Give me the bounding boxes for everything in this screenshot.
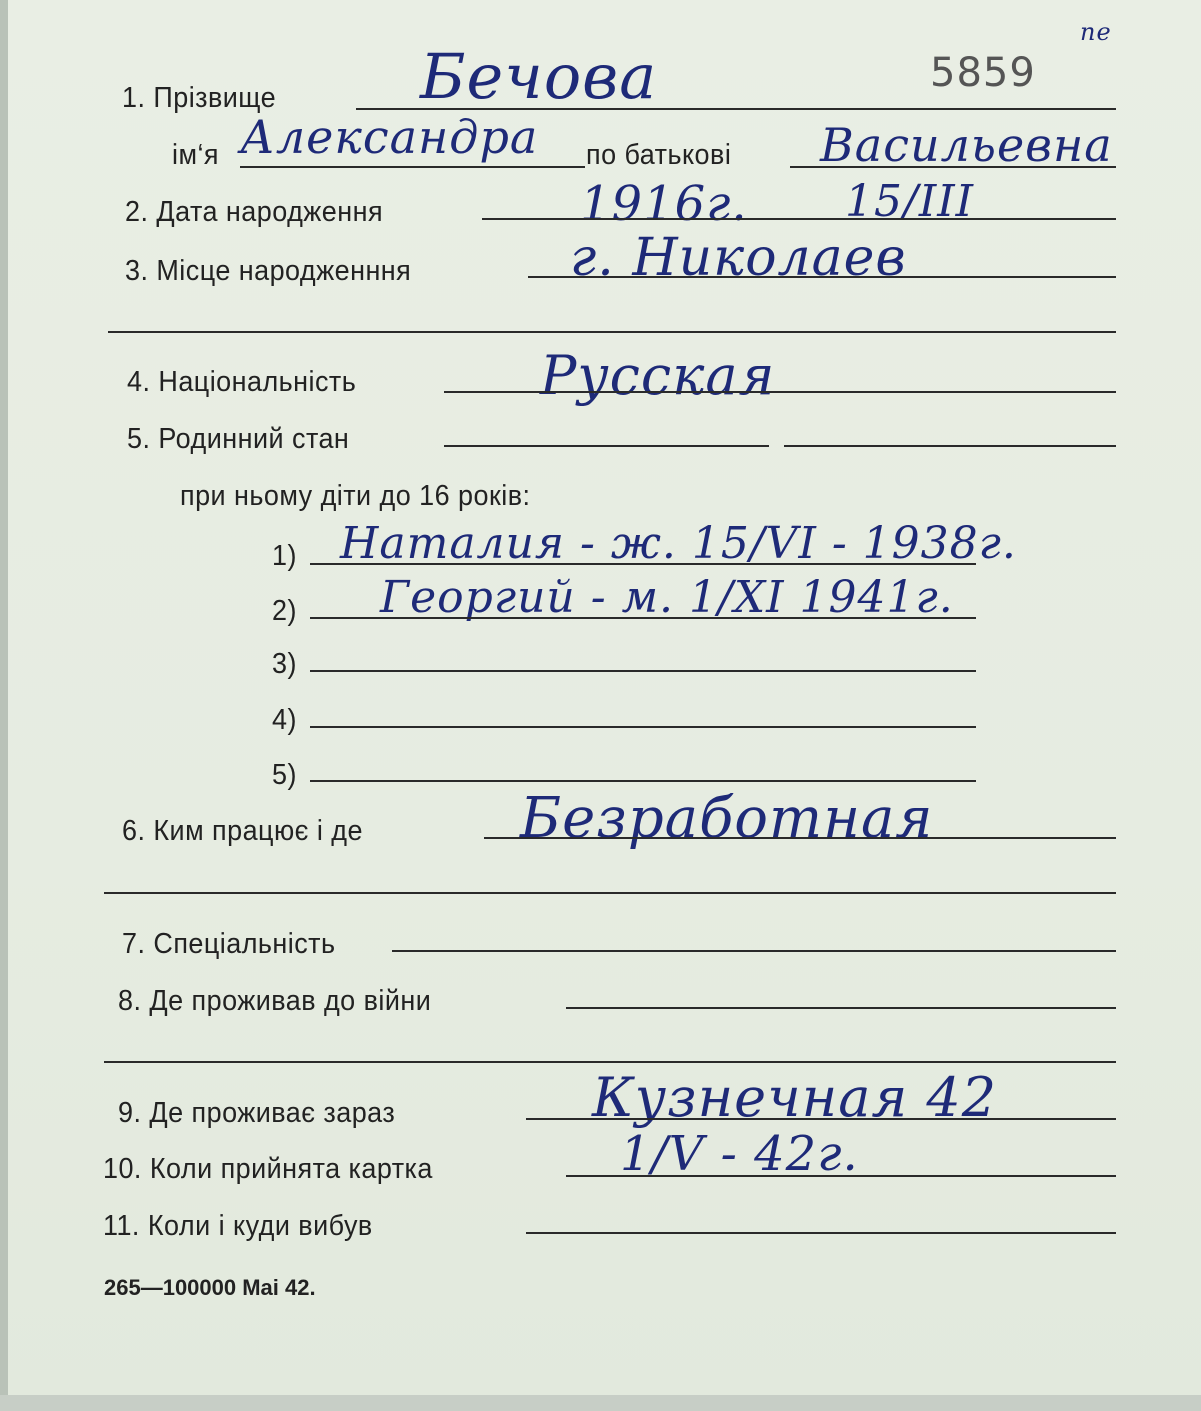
departure-label: 11. Коли і куди вибув — [103, 1210, 373, 1242]
child-3-line — [310, 670, 976, 672]
archive-number-suffix: пе — [1080, 18, 1112, 46]
occupation-line-2 — [104, 892, 1116, 894]
marital-status-line-b — [784, 445, 1116, 447]
birth-place-line-2 — [108, 331, 1116, 333]
occupation-value: Безработная — [520, 786, 934, 851]
child-4-num: 4) — [272, 704, 297, 736]
child-4-line — [310, 726, 976, 728]
child-2-line — [310, 617, 976, 619]
child-5-line — [310, 780, 976, 782]
child-3-num: 3) — [272, 648, 297, 680]
prewar-residence-line-2 — [104, 1061, 1116, 1063]
card-accepted-value: 1/V - 42г. — [620, 1126, 859, 1182]
child-2-value: Георгий - м. 1/XI 1941г. — [380, 572, 954, 623]
birth-place-label: 3. Місце народженння — [125, 255, 412, 287]
first-name-line — [240, 166, 585, 168]
child-1-line — [310, 563, 976, 565]
archive-number: 5859 — [930, 50, 1036, 96]
occupation-line — [484, 837, 1116, 839]
patronymic-label: по батькові — [586, 139, 732, 171]
card-accepted-line — [566, 1175, 1116, 1177]
speciality-line — [392, 950, 1116, 952]
nationality-value: Русская — [540, 344, 776, 407]
current-residence-label: 9. Де проживає зараз — [118, 1097, 396, 1129]
card-accepted-label: 10. Коли прийнята картка — [103, 1153, 433, 1185]
patronymic-line — [790, 166, 1116, 168]
patronymic-value: Васильевна — [820, 118, 1113, 172]
first-name-value: Александра — [240, 110, 539, 164]
current-residence-value: Кузнечная 42 — [592, 1066, 998, 1129]
surname-label: 1. Прізвище — [122, 82, 277, 114]
nationality-label: 4. Національність — [127, 366, 357, 398]
first-name-label: ім‘я — [172, 139, 219, 171]
card-bottom-edge — [0, 1395, 1201, 1411]
marital-status-label: 5. Родинний стан — [127, 423, 350, 455]
birth-date-year: 1916г. — [580, 176, 748, 232]
nationality-line — [444, 391, 1116, 393]
card-edge-shadow — [0, 0, 8, 1411]
prewar-residence-line — [566, 1007, 1116, 1009]
child-1-num: 1) — [272, 540, 297, 572]
speciality-label: 7. Спеціальність — [122, 928, 336, 960]
child-5-num: 5) — [272, 759, 297, 791]
birth-date-line — [482, 218, 1116, 220]
birth-place-value: г. Николаев — [570, 228, 907, 288]
children-heading: при ньому діти до 16 років: — [180, 480, 531, 512]
marital-status-line-a — [444, 445, 769, 447]
surname-value: Бечова — [420, 40, 658, 113]
current-residence-line — [526, 1118, 1116, 1120]
child-2-num: 2) — [272, 595, 297, 627]
occupation-label: 6. Ким працює і де — [122, 815, 363, 847]
print-code: 265—100000 Mai 42. — [104, 1275, 316, 1300]
birth-date-day: 15/III — [845, 176, 974, 227]
prewar-residence-label: 8. Де проживав до війни — [118, 985, 432, 1017]
birth-place-line — [528, 276, 1116, 278]
child-1-value: Наталия - ж. 15/VI - 1938г. — [340, 518, 1017, 569]
departure-line — [526, 1232, 1116, 1234]
birth-date-label: 2. Дата народження — [125, 196, 384, 228]
